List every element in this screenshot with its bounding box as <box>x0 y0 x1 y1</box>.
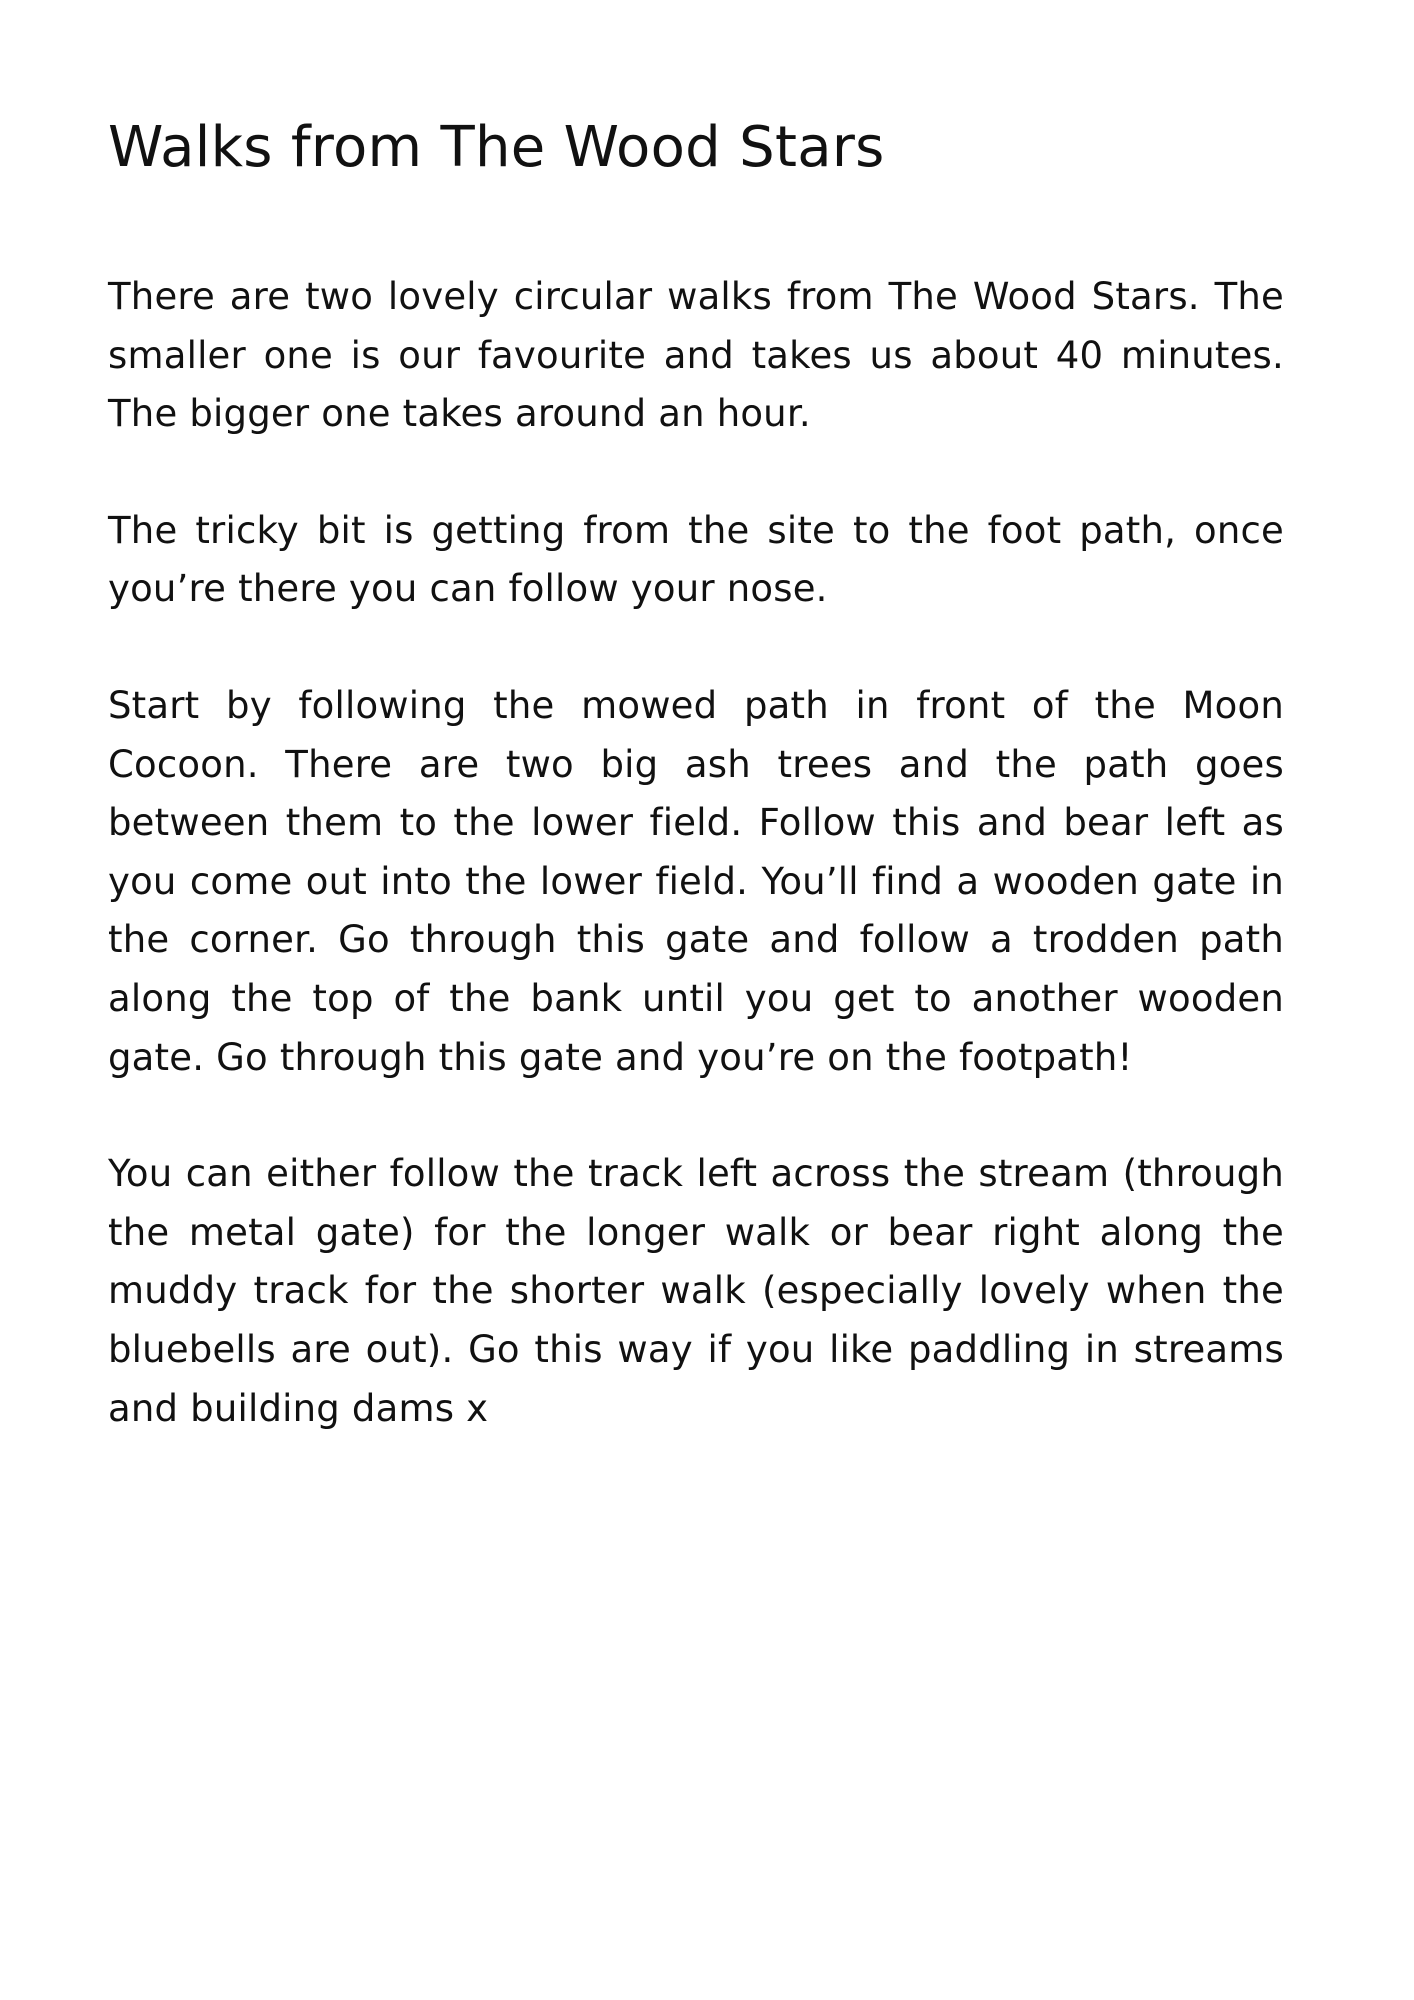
paragraph-directions: Start by following the mowed path in front of the Moon Cocoon. There are two big ash trees and the path goes between them to the lower field. Follow this and bear left as you come out into the lower field. You’ll find a wooden gate in the corner. Go through this gate and follow a trodden path along the top of the bank until you get to another wooden gate. Go through this gate and you’re on the footpath! <box>108 683 1284 1079</box>
document-body <box>108 268 1284 1496</box>
paragraph-intro: There are two lovely circular walks from The Wood Stars. The smaller one is our favourite and takes us about 40 minutes. The bigger one takes around an hour. <box>108 275 1284 436</box>
paragraph-route-options: You can either follow the track left across the stream (through the metal gate) for the longer walk or bear right along the muddy track for the shorter walk (especially lovely when the bluebells are out). Go this way if you like paddling in streams and building dams x <box>108 1152 1284 1430</box>
page-title: Walks from The Wood Stars <box>108 115 885 180</box>
paragraph-tricky-bit: The tricky bit is getting from the site to the foot path, once you’re there you can follow your nose. <box>108 508 1284 611</box>
